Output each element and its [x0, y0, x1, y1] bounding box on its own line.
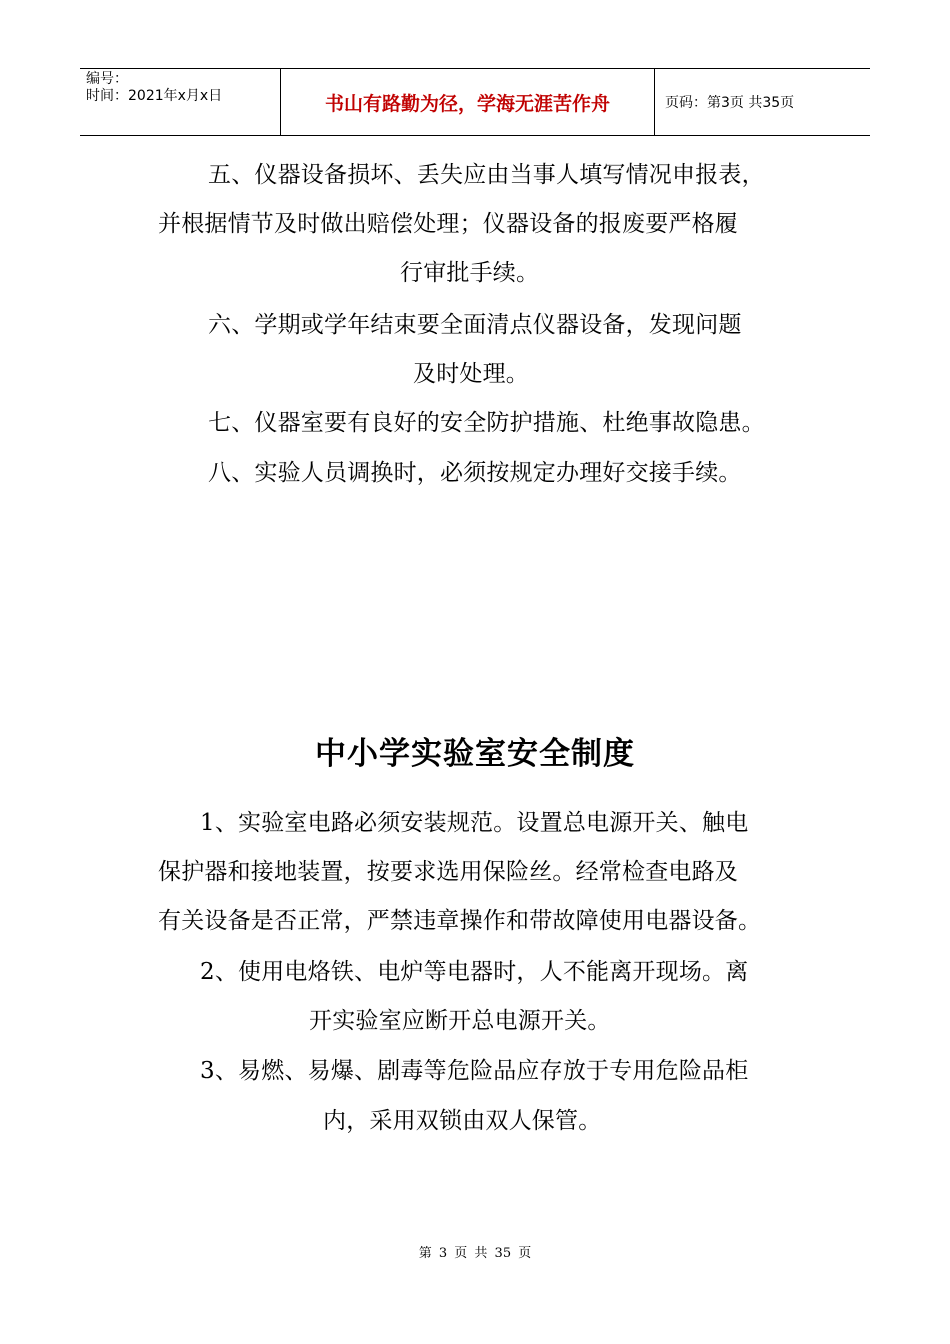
number-label: 编号：	[86, 71, 128, 87]
paragraph-line: 七、仪器室要有良好的安全防护措施、杜绝事故隐患。	[208, 410, 765, 436]
paragraph-line: 及时处理。	[413, 361, 529, 387]
page-header	[80, 68, 870, 136]
paragraph-line: 并根据情节及时做出赔偿处理；仪器设备的报废要严格履	[158, 211, 738, 237]
paragraph-line: 2、使用电烙铁、电炉等电器时，人不能离开现场。离	[200, 959, 749, 985]
header-meta	[80, 69, 281, 135]
header-page-info: 页码：第3页 共35页	[665, 95, 795, 111]
paragraph-line: 八、实验人员调换时，必须按规定办理好交接手续。	[208, 460, 742, 486]
paragraph-line: 内，采用双锁由双人保管。	[323, 1108, 602, 1134]
paragraph-line: 六、学期或学年结束要全面清点仪器设备，发现问题	[208, 312, 742, 338]
paragraph-line: 3、易燃、易爆、剧毒等危险品应存放于专用危险品柜	[200, 1058, 749, 1084]
paragraph-line: 有关设备是否正常，严禁违章操作和带故障使用电器设备。	[158, 908, 762, 934]
paragraph-line: 开实验室应断开总电源开关。	[309, 1008, 611, 1034]
paragraph-line: 1、实验室电路必须安装规范。设置总电源开关、触电	[200, 810, 749, 836]
date-label: 时间：2021年x月x日	[86, 88, 223, 104]
page-footer: 第 3 页 共 35 页	[418, 1246, 532, 1261]
section-title: 中小学实验室安全制度	[315, 736, 635, 772]
paragraph-line: 行审批手续。	[400, 260, 540, 286]
paragraph-line: 保护器和接地装置，按要求选用保险丝。经常检查电路及	[158, 859, 738, 885]
header-motto: 书山有路勤为径，学海无涯苦作舟	[281, 69, 655, 135]
paragraph-line: 五、仪器设备损坏、丢失应由当事人填写情况申报表，	[208, 162, 765, 188]
